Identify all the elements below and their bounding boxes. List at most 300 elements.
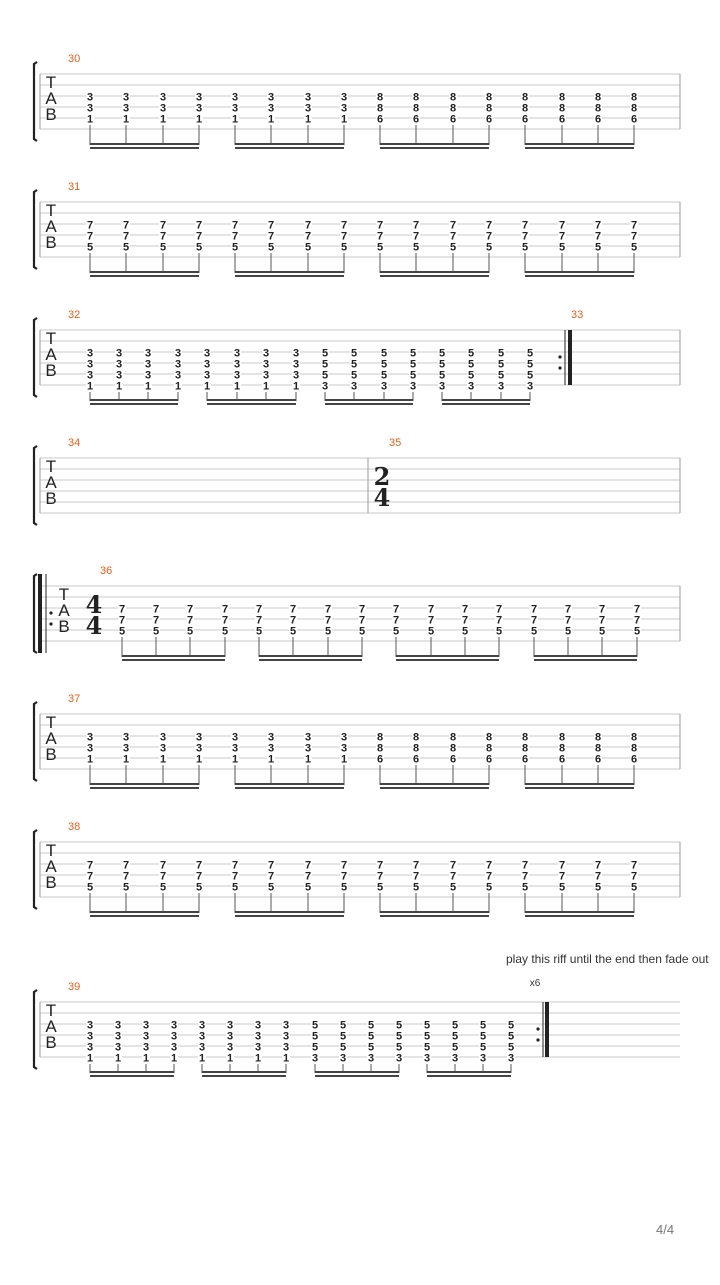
fret-number: 8: [594, 731, 602, 744]
beam-primary: [315, 1071, 399, 1073]
fret-number: 1: [115, 380, 123, 393]
fret-number: 5: [350, 347, 358, 360]
fret-number: 5: [118, 625, 126, 638]
fret-number: 5: [159, 241, 167, 254]
fret-number: 8: [376, 742, 384, 755]
fret-number: 5: [380, 369, 388, 382]
fret-number: 3: [195, 742, 203, 755]
fret-number: 5: [86, 241, 94, 254]
fret-number: 3: [170, 1041, 178, 1054]
fret-number: 7: [485, 870, 493, 883]
fret-number: 5: [449, 881, 457, 894]
fret-number: 5: [633, 625, 641, 638]
tab-clef-letter: B: [45, 105, 57, 124]
fret-number: 1: [233, 380, 241, 393]
fret-number: 7: [86, 859, 94, 872]
fret-number: 5: [267, 881, 275, 894]
fret-number: 7: [221, 614, 229, 627]
tab-clef-letter: A: [45, 473, 57, 492]
measure-number: 31: [68, 181, 81, 193]
fret-number: 3: [159, 102, 167, 115]
tab-clef-letter: A: [45, 217, 57, 236]
fret-number: 7: [195, 230, 203, 243]
fret-number: 3: [159, 731, 167, 744]
repeat-dot: [49, 611, 52, 614]
fret-number: 7: [267, 219, 275, 232]
fret-number: 3: [86, 102, 94, 115]
fret-number: 7: [340, 230, 348, 243]
fret-number: 5: [479, 1041, 487, 1054]
beam-secondary: [534, 659, 637, 661]
fret-number: 7: [340, 859, 348, 872]
tab-clef-letter: T: [45, 713, 57, 732]
measure-number: 37: [68, 693, 81, 705]
fret-number: 3: [380, 380, 388, 393]
fret-number: 8: [594, 102, 602, 115]
fret-number: 1: [174, 380, 182, 393]
fret-number: 7: [392, 603, 400, 616]
fret-number: 7: [267, 230, 275, 243]
fret-number: 1: [86, 113, 94, 126]
fret-number: 1: [231, 113, 239, 126]
fret-number: 3: [159, 91, 167, 104]
fret-number: 3: [86, 1019, 94, 1032]
fret-number: 3: [451, 1052, 459, 1065]
fret-number: 8: [485, 102, 493, 115]
tab-clef-letter: B: [45, 1033, 57, 1052]
fret-number: 1: [170, 1052, 178, 1065]
fret-number: 7: [159, 859, 167, 872]
fret-number: 3: [170, 1030, 178, 1043]
repeat-end-thick-bar: [568, 330, 572, 385]
fret-number: 3: [174, 369, 182, 382]
fret-number: 8: [558, 91, 566, 104]
fret-number: 3: [233, 369, 241, 382]
fret-number: 8: [521, 91, 529, 104]
beam-primary: [380, 271, 489, 273]
fret-number: 1: [159, 753, 167, 766]
fret-number: 6: [485, 113, 493, 126]
tab-clef-letter: B: [45, 233, 57, 252]
fret-number: 7: [530, 603, 538, 616]
time-signature-top: 2: [373, 462, 391, 491]
fret-number: 5: [479, 1019, 487, 1032]
fret-number: 3: [142, 1019, 150, 1032]
fret-number: 7: [304, 859, 312, 872]
fret-number: 5: [186, 625, 194, 638]
fret-number: 8: [485, 731, 493, 744]
fret-number: 5: [630, 881, 638, 894]
fret-number: 7: [558, 230, 566, 243]
beam-primary: [122, 655, 225, 657]
fret-number: 7: [195, 219, 203, 232]
fret-number: 7: [564, 603, 572, 616]
beam-secondary: [442, 403, 530, 405]
fret-number: 3: [114, 1041, 122, 1054]
fret-number: 7: [159, 219, 167, 232]
fret-number: 7: [558, 859, 566, 872]
fret-number: 5: [438, 347, 446, 360]
fret-number: 7: [376, 870, 384, 883]
fret-number: 8: [376, 102, 384, 115]
fret-number: 7: [427, 614, 435, 627]
fret-number: 7: [122, 870, 130, 883]
fret-number: 3: [254, 1019, 262, 1032]
fret-number: 5: [507, 1030, 515, 1043]
fret-number: 5: [376, 241, 384, 254]
system-bracket: [34, 446, 37, 525]
fret-number: 1: [231, 753, 239, 766]
fret-number: 1: [86, 753, 94, 766]
beam-secondary: [325, 403, 413, 405]
fret-number: 3: [467, 380, 475, 393]
fret-number: 5: [122, 881, 130, 894]
fret-number: 7: [152, 603, 160, 616]
fret-number: 7: [594, 230, 602, 243]
system-bracket: [34, 574, 37, 653]
beam-secondary: [90, 787, 199, 789]
fret-number: 3: [282, 1041, 290, 1054]
beam-secondary: [380, 275, 489, 277]
fret-number: 8: [558, 731, 566, 744]
beam-secondary: [427, 1075, 511, 1077]
fret-number: 3: [304, 742, 312, 755]
measure-number: 30: [68, 53, 81, 65]
fret-number: 3: [262, 358, 270, 371]
fret-number: 7: [412, 870, 420, 883]
fret-number: 3: [409, 380, 417, 393]
fret-number: 8: [521, 742, 529, 755]
fret-number: 3: [170, 1019, 178, 1032]
fret-number: 5: [395, 1030, 403, 1043]
fret-number: 6: [485, 753, 493, 766]
fret-number: 5: [311, 1041, 319, 1054]
beam-primary: [442, 399, 530, 401]
fret-number: 7: [495, 614, 503, 627]
measure-number: 35: [389, 437, 402, 449]
fret-number: 3: [304, 91, 312, 104]
beam-secondary: [380, 915, 489, 917]
fret-number: 5: [497, 358, 505, 371]
tab-clef-letter: T: [45, 329, 57, 348]
fret-number: 7: [195, 870, 203, 883]
time-signature-top: 4: [85, 590, 103, 619]
fret-number: 3: [86, 1041, 94, 1054]
fret-number: 3: [174, 347, 182, 360]
beam-primary: [90, 143, 199, 145]
fret-number: 3: [142, 1030, 150, 1043]
repeat-count: x6: [529, 978, 541, 989]
fret-number: 6: [412, 113, 420, 126]
fret-number: 5: [231, 241, 239, 254]
fret-number: 5: [526, 347, 534, 360]
fret-number: 7: [195, 859, 203, 872]
beam-primary: [525, 143, 634, 145]
fret-number: 3: [122, 91, 130, 104]
beam-secondary: [235, 915, 344, 917]
staff-system-31: [34, 190, 680, 277]
fret-number: 7: [412, 859, 420, 872]
fret-number: 5: [438, 369, 446, 382]
fret-number: 3: [231, 731, 239, 744]
fret-number: 3: [340, 731, 348, 744]
fret-number: 5: [267, 241, 275, 254]
fret-number: 1: [282, 1052, 290, 1065]
fret-number: 7: [267, 870, 275, 883]
fret-number: 7: [255, 614, 263, 627]
fret-number: 7: [289, 603, 297, 616]
fret-number: 3: [267, 91, 275, 104]
fret-number: 1: [122, 113, 130, 126]
fret-number: 3: [86, 369, 94, 382]
fret-number: 5: [367, 1041, 375, 1054]
beam-secondary: [259, 659, 362, 661]
fret-number: 7: [324, 603, 332, 616]
measure-number: 39: [68, 981, 81, 993]
fret-number: 3: [159, 742, 167, 755]
beam-secondary: [525, 787, 634, 789]
fret-number: 3: [198, 1041, 206, 1054]
fret-number: 7: [485, 859, 493, 872]
fret-number: 5: [195, 881, 203, 894]
fret-number: 3: [304, 102, 312, 115]
fret-number: 3: [115, 369, 123, 382]
fret-number: 5: [311, 1030, 319, 1043]
repeat-end-thick-bar: [545, 1002, 549, 1057]
fret-number: 5: [497, 347, 505, 360]
fret-number: 3: [321, 380, 329, 393]
fret-number: 5: [461, 625, 469, 638]
fret-number: 7: [324, 614, 332, 627]
fret-number: 3: [292, 358, 300, 371]
fret-number: 7: [558, 870, 566, 883]
tab-clef-letter: T: [45, 73, 57, 92]
fret-number: 3: [198, 1019, 206, 1032]
fret-number: 3: [507, 1052, 515, 1065]
fret-number: 3: [340, 102, 348, 115]
beam-primary: [235, 911, 344, 913]
fret-number: 5: [423, 1019, 431, 1032]
fret-number: 7: [521, 870, 529, 883]
fret-number: 7: [186, 614, 194, 627]
fret-number: 7: [449, 230, 457, 243]
beam-primary: [235, 271, 344, 273]
fret-number: 5: [358, 625, 366, 638]
system-bracket: [34, 830, 37, 909]
fret-number: 7: [630, 219, 638, 232]
fret-number: 3: [423, 1052, 431, 1065]
fret-number: 7: [558, 219, 566, 232]
fret-number: 6: [594, 113, 602, 126]
fret-number: 5: [526, 369, 534, 382]
fret-number: 3: [254, 1030, 262, 1043]
fret-number: 8: [412, 742, 420, 755]
fret-number: 6: [376, 113, 384, 126]
fret-number: 1: [340, 113, 348, 126]
fret-number: 8: [376, 731, 384, 744]
fret-number: 1: [195, 113, 203, 126]
beam-primary: [202, 1071, 286, 1073]
fret-number: 5: [304, 241, 312, 254]
fret-number: 5: [497, 369, 505, 382]
fret-number: 1: [159, 113, 167, 126]
repeat-dot: [558, 355, 561, 358]
fret-number: 3: [292, 369, 300, 382]
fret-number: 7: [449, 859, 457, 872]
beam-secondary: [396, 659, 499, 661]
beam-secondary: [90, 147, 199, 149]
fret-number: 5: [350, 358, 358, 371]
fret-number: 5: [451, 1041, 459, 1054]
tab-clef-letter: A: [45, 89, 57, 108]
fret-number: 5: [367, 1019, 375, 1032]
beam-primary: [396, 655, 499, 657]
fret-number: 5: [449, 241, 457, 254]
tab-clef-letter: T: [45, 457, 57, 476]
beam-secondary: [380, 147, 489, 149]
system-bracket: [34, 62, 37, 141]
fret-number: 1: [304, 753, 312, 766]
fret-number: 7: [231, 219, 239, 232]
tab-clef-letter: B: [45, 489, 57, 508]
fret-number: 3: [86, 91, 94, 104]
fret-number: 7: [231, 230, 239, 243]
fret-number: 7: [412, 230, 420, 243]
fret-number: 3: [195, 91, 203, 104]
fret-number: 5: [339, 1030, 347, 1043]
fret-number: 5: [376, 881, 384, 894]
system-bracket: [34, 990, 37, 1069]
fret-number: 5: [195, 241, 203, 254]
beam-secondary: [380, 787, 489, 789]
fret-number: 7: [86, 230, 94, 243]
tab-clef-letter: T: [45, 201, 57, 220]
fret-number: 5: [558, 241, 566, 254]
fret-number: 5: [409, 347, 417, 360]
fret-number: 5: [451, 1019, 459, 1032]
fret-number: 7: [427, 603, 435, 616]
staff-system-34: [34, 446, 680, 525]
fret-number: 3: [311, 1052, 319, 1065]
beam-primary: [525, 783, 634, 785]
fret-number: 6: [376, 753, 384, 766]
fret-number: 3: [203, 369, 211, 382]
fret-number: 3: [231, 91, 239, 104]
fret-number: 6: [558, 753, 566, 766]
tab-clef-letter: A: [45, 1017, 57, 1036]
fret-number: 3: [292, 347, 300, 360]
fret-number: 3: [122, 102, 130, 115]
fret-number: 1: [340, 753, 348, 766]
beam-secondary: [235, 787, 344, 789]
fret-number: 5: [485, 881, 493, 894]
fret-number: 7: [530, 614, 538, 627]
fret-number: 1: [267, 113, 275, 126]
fret-number: 3: [262, 369, 270, 382]
tab-clef-letter: T: [45, 841, 57, 860]
beam-secondary: [90, 915, 199, 917]
fret-number: 3: [350, 380, 358, 393]
fret-number: 3: [226, 1041, 234, 1054]
fret-number: 5: [339, 1041, 347, 1054]
repeat-start-thick-bar: [38, 574, 42, 653]
fret-number: 5: [630, 241, 638, 254]
tab-clef-letter: B: [58, 617, 70, 636]
fret-number: 3: [86, 347, 94, 360]
fret-number: 7: [392, 614, 400, 627]
staff-system-37: [34, 702, 680, 789]
fret-number: 7: [86, 219, 94, 232]
fret-number: 7: [495, 603, 503, 616]
repeat-dot: [558, 366, 561, 369]
fret-number: 5: [221, 625, 229, 638]
fret-number: 6: [449, 753, 457, 766]
fret-number: 3: [233, 358, 241, 371]
fret-number: 7: [122, 230, 130, 243]
fret-number: 3: [438, 380, 446, 393]
fret-number: 7: [340, 870, 348, 883]
beam-primary: [235, 783, 344, 785]
fret-number: 5: [395, 1019, 403, 1032]
fret-number: 6: [412, 753, 420, 766]
fret-number: 3: [144, 347, 152, 360]
fret-number: 3: [367, 1052, 375, 1065]
fret-number: 1: [122, 753, 130, 766]
fret-number: 3: [267, 742, 275, 755]
fret-number: 8: [485, 742, 493, 755]
fret-number: 7: [186, 603, 194, 616]
measure-number: 34: [68, 437, 81, 449]
fret-number: 5: [340, 241, 348, 254]
fret-number: 1: [142, 1052, 150, 1065]
beam-secondary: [90, 1075, 174, 1077]
fret-number: 8: [449, 742, 457, 755]
fret-number: 5: [423, 1041, 431, 1054]
fret-number: 3: [339, 1052, 347, 1065]
fret-number: 7: [159, 870, 167, 883]
fret-number: 7: [630, 859, 638, 872]
fret-number: 8: [558, 102, 566, 115]
fret-number: 5: [412, 881, 420, 894]
fret-number: 1: [86, 380, 94, 393]
fret-number: 7: [122, 219, 130, 232]
fret-number: 5: [526, 358, 534, 371]
beam-primary: [90, 783, 199, 785]
tab-clef-letter: B: [45, 873, 57, 892]
fret-number: 7: [152, 614, 160, 627]
fret-number: 5: [594, 241, 602, 254]
staff-system-38: [34, 830, 680, 917]
fret-number: 5: [451, 1030, 459, 1043]
fret-number: 3: [115, 347, 123, 360]
staff-system-36: [34, 574, 680, 661]
fret-number: 5: [304, 881, 312, 894]
fret-number: 6: [449, 113, 457, 126]
fret-number: 5: [395, 1041, 403, 1054]
fret-number: 3: [86, 1030, 94, 1043]
fret-number: 5: [495, 625, 503, 638]
beam-secondary: [525, 147, 634, 149]
system-bracket: [34, 190, 37, 269]
fret-number: 7: [633, 603, 641, 616]
tab-clef-letter: B: [45, 745, 57, 764]
fret-number: 7: [598, 614, 606, 627]
fret-number: 8: [558, 742, 566, 755]
fret-number: 3: [203, 347, 211, 360]
fret-number: 1: [195, 753, 203, 766]
tab-clef-letter: T: [45, 1001, 57, 1020]
fret-number: 3: [267, 102, 275, 115]
